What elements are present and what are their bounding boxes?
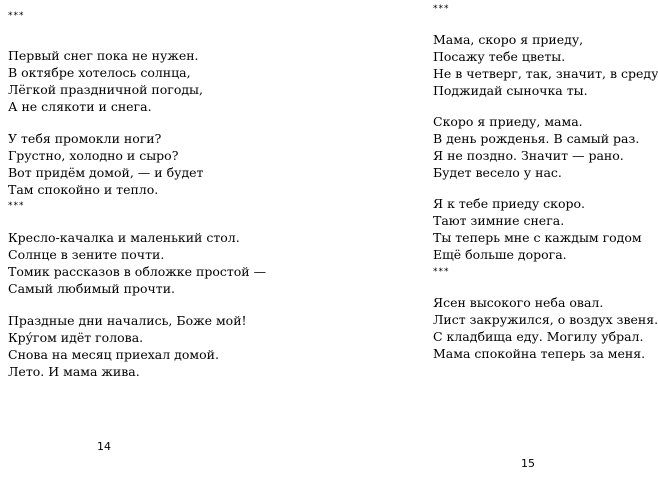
poem-line: Скоро я приеду, мама.: [433, 114, 583, 129]
stanza: [433, 31, 658, 99]
poem-line: Томик рассказов в обложке простой —: [8, 264, 267, 279]
stanza: [8, 312, 266, 380]
poem-line: Вот придём домой, — и будет: [8, 165, 204, 180]
stanza: [433, 113, 658, 181]
poem-line: Кресло-качалка и маленький стол.: [8, 230, 240, 245]
poem-line: Я не поздно. Значит — рано.: [433, 148, 624, 163]
stanza: [433, 294, 658, 362]
poem-line: А не слякоти и снега.: [8, 99, 152, 114]
poem-mama-coming: [433, 3, 658, 263]
stanza: [8, 47, 203, 115]
poem-line: У тебя промокли ноги?: [8, 131, 162, 146]
poem-line: Мама, скоро я приеду,: [433, 32, 584, 47]
poem-line: Грустно, холодно и сыро?: [8, 148, 179, 163]
poem-line: Поджидай сыночка ты.: [433, 83, 588, 98]
poem-first-snow: [8, 10, 203, 198]
left-page: [0, 0, 300, 480]
poem-line: Солнце в зените почти.: [8, 247, 165, 262]
poem-line: Там спокойно и тепло.: [8, 182, 159, 197]
stanza: [433, 195, 658, 263]
page-number-right: 15: [521, 457, 535, 470]
poem-line: Лето. И мама жива.: [8, 364, 140, 379]
poem-line: Посажу тебе цветы.: [433, 49, 566, 64]
poem-line: В октябре хотелось солнца,: [8, 65, 191, 80]
poem-line: Самый любимый прочти.: [8, 281, 175, 296]
poem-separator: ***: [8, 11, 25, 21]
poem-line: Ещё больше дорога.: [433, 247, 567, 262]
poem-line: Праздные дни начались, Боже мой!: [8, 313, 247, 328]
right-page: [300, 0, 658, 480]
poem-line: Тают зимние снега.: [433, 213, 565, 228]
poem-sky-oval: [433, 266, 658, 362]
poem-separator: ***: [433, 267, 450, 277]
poem-line: Первый снег пока не нужен.: [8, 48, 199, 63]
poem-line: В день рожденья. В самый раз.: [433, 131, 640, 146]
poem-line: Лист закружился, о воздух звеня.: [433, 312, 658, 327]
stanza: [8, 130, 203, 198]
poem-line: Снова на месяц приехал домой.: [8, 347, 219, 362]
poem-rocking-chair: [8, 200, 266, 380]
poem-line: Будет весело у нас.: [433, 165, 562, 180]
poem-line: С кладбища еду. Могилу убрал.: [433, 329, 644, 344]
poem-separator: ***: [8, 201, 25, 211]
poem-line: Я к тебе приеду скоро.: [433, 196, 585, 211]
poem-line: Не в четверг, так, значит, в среду: [433, 66, 658, 81]
poem-line: Кру́гом идёт голова.: [8, 330, 144, 345]
page-number-left: 14: [97, 440, 111, 453]
poem-line: Мама спокойна теперь за меня.: [433, 346, 646, 361]
stanza: [8, 229, 266, 297]
poem-line: Лёгкой праздничной погоды,: [8, 82, 203, 97]
poem-separator: ***: [433, 4, 450, 14]
poem-line: Ясен высокого неба овал.: [433, 295, 604, 310]
poem-line: Ты теперь мне с каждым годом: [433, 230, 642, 245]
